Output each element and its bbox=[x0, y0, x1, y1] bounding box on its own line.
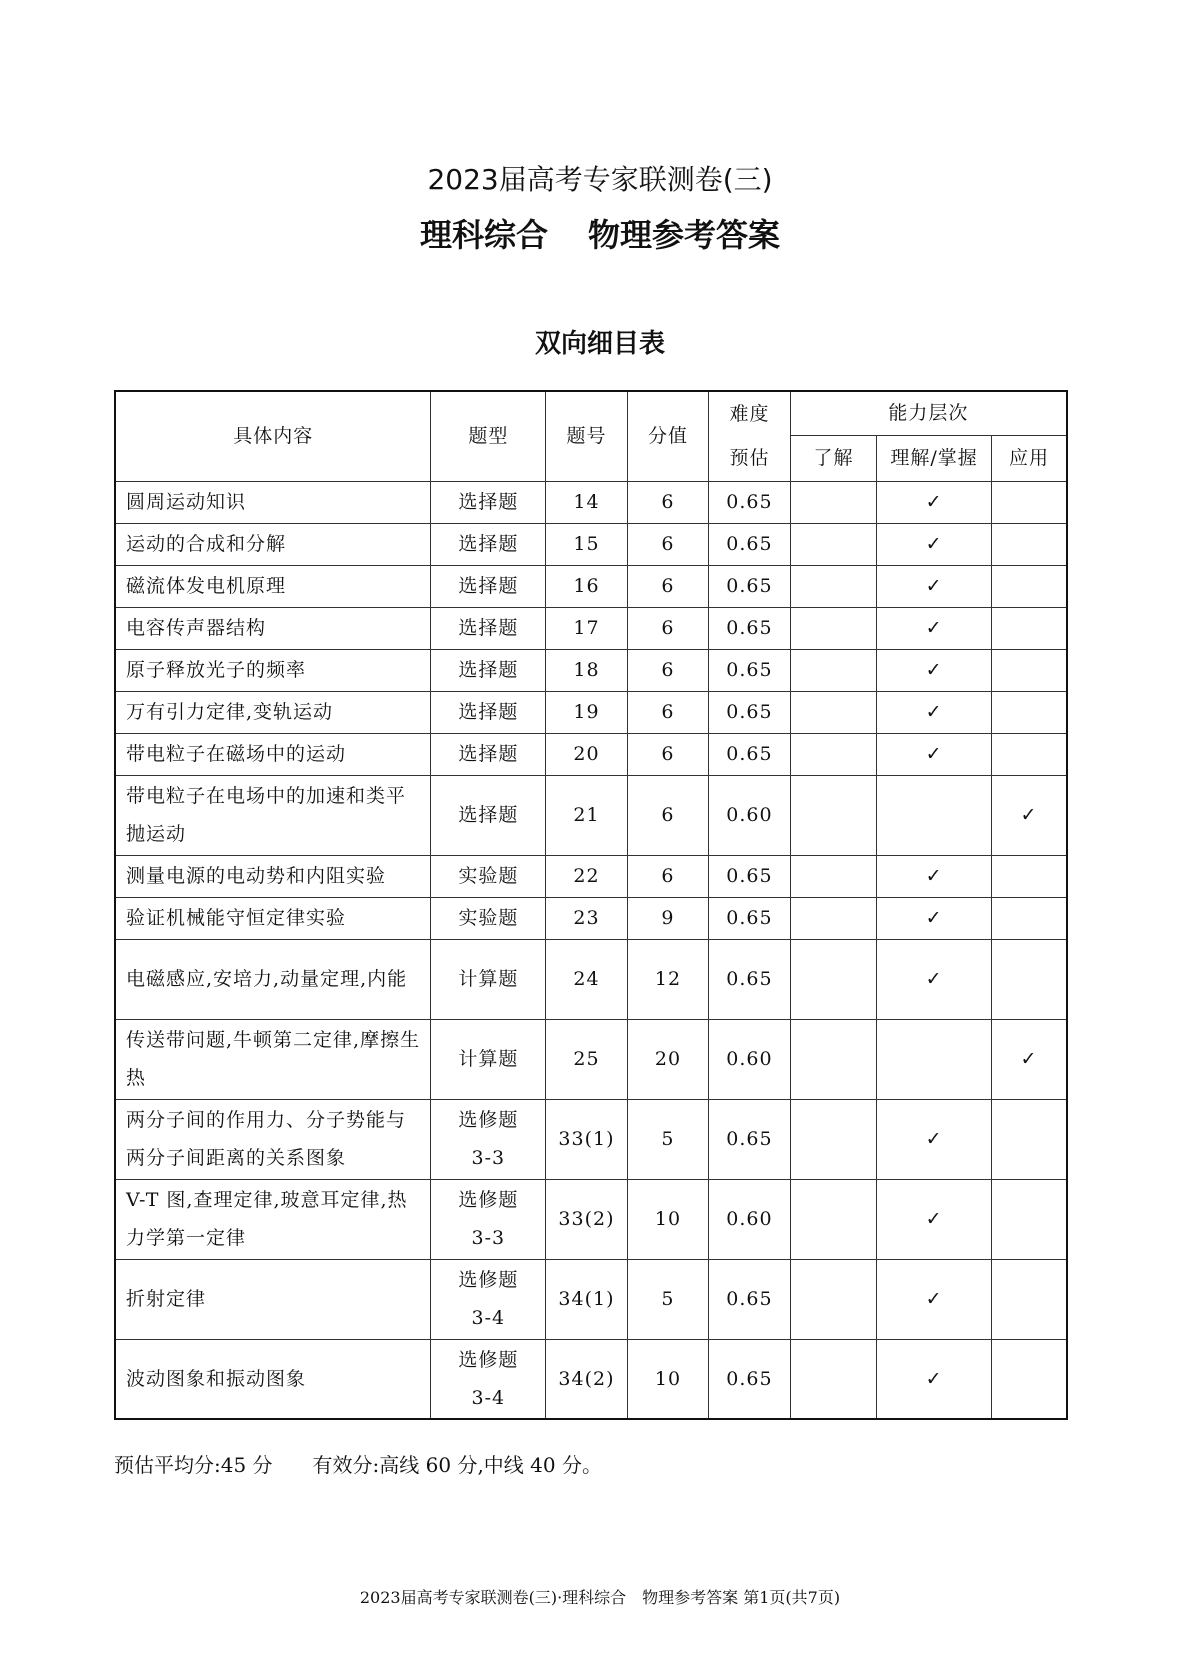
row-type: 实验题 bbox=[431, 855, 546, 897]
row-type: 选修题 3-3 bbox=[431, 1099, 546, 1179]
row-difficulty: 0.60 bbox=[709, 1019, 791, 1099]
table-row bbox=[115, 855, 1067, 897]
exam-subtitle bbox=[0, 212, 1200, 258]
row-number: 18 bbox=[546, 649, 628, 691]
row-number: 21 bbox=[546, 775, 628, 855]
check-mark-icon: ✓ bbox=[991, 775, 1067, 855]
row-score: 20 bbox=[627, 1019, 709, 1099]
empty-level-cell bbox=[877, 1019, 992, 1099]
row-type: 选择题 bbox=[431, 691, 546, 733]
row-type: 选择题 bbox=[431, 481, 546, 523]
row-difficulty: 0.65 bbox=[709, 523, 791, 565]
table-row bbox=[115, 1099, 1067, 1179]
row-content: 带电粒子在电场中的加速和类平抛运动 bbox=[115, 775, 431, 855]
empty-level-cell bbox=[790, 775, 877, 855]
row-score: 10 bbox=[627, 1339, 709, 1419]
row-content: 折射定律 bbox=[115, 1259, 431, 1339]
row-type: 选择题 bbox=[431, 733, 546, 775]
empty-level-cell bbox=[991, 523, 1067, 565]
table-row bbox=[115, 649, 1067, 691]
table-row bbox=[115, 733, 1067, 775]
page-footer: 2023届高考专家联测卷(三)·理科综合 物理参考答案 第1页(共7页) bbox=[359, 1588, 841, 1607]
empty-level-cell bbox=[790, 733, 877, 775]
table-row bbox=[115, 1019, 1067, 1099]
check-mark-icon: ✓ bbox=[877, 855, 992, 897]
table-body bbox=[115, 481, 1067, 1419]
table-row bbox=[115, 1179, 1067, 1259]
row-type: 实验题 bbox=[431, 897, 546, 939]
row-difficulty: 0.65 bbox=[709, 733, 791, 775]
row-number: 34(2) bbox=[546, 1339, 628, 1419]
check-mark-icon: ✓ bbox=[877, 1259, 992, 1339]
row-difficulty: 0.65 bbox=[709, 1099, 791, 1179]
row-difficulty: 0.65 bbox=[709, 607, 791, 649]
empty-level-cell bbox=[790, 1339, 877, 1419]
header-number: 题号 bbox=[546, 391, 628, 481]
row-number: 20 bbox=[546, 733, 628, 775]
header-level-master: 理解/掌握 bbox=[877, 435, 992, 481]
row-content: 电磁感应,安培力,动量定理,内能 bbox=[115, 939, 431, 1019]
empty-level-cell bbox=[991, 607, 1067, 649]
subtitle-subject: 理科综合 bbox=[419, 216, 548, 254]
check-mark-icon: ✓ bbox=[877, 523, 992, 565]
row-content: 验证机械能守恒定律实验 bbox=[115, 897, 431, 939]
exam-title: 2023届高考专家联测卷(三) bbox=[427, 163, 773, 196]
empty-level-cell bbox=[790, 897, 877, 939]
empty-level-cell bbox=[877, 775, 992, 855]
empty-level-cell bbox=[991, 733, 1067, 775]
header-level-understand: 了解 bbox=[790, 435, 877, 481]
row-content: 磁流体发电机原理 bbox=[115, 565, 431, 607]
check-mark-icon: ✓ bbox=[877, 733, 992, 775]
row-score: 6 bbox=[627, 775, 709, 855]
row-score: 6 bbox=[627, 523, 709, 565]
header-difficulty: 难度预估 bbox=[709, 391, 791, 481]
empty-level-cell bbox=[991, 897, 1067, 939]
row-content: 运动的合成和分解 bbox=[115, 523, 431, 565]
row-content: 万有引力定律,变轨运动 bbox=[115, 691, 431, 733]
row-type: 选修题 3-4 bbox=[431, 1339, 546, 1419]
row-number: 16 bbox=[546, 565, 628, 607]
row-difficulty: 0.65 bbox=[709, 481, 791, 523]
row-score: 12 bbox=[627, 939, 709, 1019]
check-mark-icon: ✓ bbox=[877, 691, 992, 733]
check-mark-icon: ✓ bbox=[877, 1099, 992, 1179]
table-row bbox=[115, 691, 1067, 733]
table-row bbox=[115, 523, 1067, 565]
row-type: 选修题 3-3 bbox=[431, 1179, 546, 1259]
row-type: 选择题 bbox=[431, 607, 546, 649]
table-row bbox=[115, 897, 1067, 939]
empty-level-cell bbox=[790, 1259, 877, 1339]
header-content: 具体内容 bbox=[115, 391, 431, 481]
detail-table bbox=[114, 390, 1068, 1420]
row-number: 19 bbox=[546, 691, 628, 733]
row-score: 5 bbox=[627, 1259, 709, 1339]
score-notes bbox=[114, 1450, 602, 1480]
row-type: 选择题 bbox=[431, 565, 546, 607]
row-content: 传送带问题,牛顿第二定律,摩擦生热 bbox=[115, 1019, 431, 1099]
row-score: 5 bbox=[627, 1099, 709, 1179]
row-number: 24 bbox=[546, 939, 628, 1019]
row-number: 34(1) bbox=[546, 1259, 628, 1339]
row-content: 两分子间的作用力、分子势能与两分子间距离的关系图象 bbox=[115, 1099, 431, 1179]
table-row bbox=[115, 775, 1067, 855]
empty-level-cell bbox=[790, 939, 877, 1019]
check-mark-icon: ✓ bbox=[877, 481, 992, 523]
row-score: 9 bbox=[627, 897, 709, 939]
empty-level-cell bbox=[790, 855, 877, 897]
empty-level-cell bbox=[991, 1259, 1067, 1339]
empty-level-cell bbox=[991, 565, 1067, 607]
table-header bbox=[115, 391, 1067, 481]
row-difficulty: 0.60 bbox=[709, 1179, 791, 1259]
empty-level-cell bbox=[790, 523, 877, 565]
row-difficulty: 0.60 bbox=[709, 775, 791, 855]
empty-level-cell bbox=[790, 607, 877, 649]
check-mark-icon: ✓ bbox=[877, 1179, 992, 1259]
table-row bbox=[115, 1259, 1067, 1339]
row-type: 选择题 bbox=[431, 523, 546, 565]
empty-level-cell bbox=[790, 691, 877, 733]
row-type: 选择题 bbox=[431, 775, 546, 855]
empty-level-cell bbox=[991, 481, 1067, 523]
row-number: 14 bbox=[546, 481, 628, 523]
table-row bbox=[115, 1339, 1067, 1419]
row-score: 10 bbox=[627, 1179, 709, 1259]
empty-level-cell bbox=[790, 1019, 877, 1099]
table-row bbox=[115, 565, 1067, 607]
empty-level-cell bbox=[991, 691, 1067, 733]
row-score: 6 bbox=[627, 855, 709, 897]
row-number: 23 bbox=[546, 897, 628, 939]
subtitle-answers: 物理参考答案 bbox=[588, 216, 781, 254]
row-number: 17 bbox=[546, 607, 628, 649]
empty-level-cell bbox=[790, 481, 877, 523]
average-score-note: 预估平均分:45 分 bbox=[114, 1453, 273, 1477]
empty-level-cell bbox=[790, 565, 877, 607]
row-difficulty: 0.65 bbox=[709, 1259, 791, 1339]
row-score: 6 bbox=[627, 733, 709, 775]
empty-level-cell bbox=[790, 1099, 877, 1179]
row-difficulty: 0.65 bbox=[709, 1339, 791, 1419]
row-score: 6 bbox=[627, 649, 709, 691]
row-number: 15 bbox=[546, 523, 628, 565]
row-content: 圆周运动知识 bbox=[115, 481, 431, 523]
check-mark-icon: ✓ bbox=[877, 1339, 992, 1419]
header-level-apply: 应用 bbox=[991, 435, 1067, 481]
row-content: 电容传声器结构 bbox=[115, 607, 431, 649]
row-content: 带电粒子在磁场中的运动 bbox=[115, 733, 431, 775]
valid-score-note: 有效分:高线 60 分,中线 40 分。 bbox=[312, 1453, 602, 1477]
empty-level-cell bbox=[991, 1339, 1067, 1419]
row-score: 6 bbox=[627, 607, 709, 649]
header-type: 题型 bbox=[431, 391, 546, 481]
table-row bbox=[115, 939, 1067, 1019]
empty-level-cell bbox=[991, 649, 1067, 691]
row-type: 选修题 3-4 bbox=[431, 1259, 546, 1339]
empty-level-cell bbox=[991, 855, 1067, 897]
table-row bbox=[115, 607, 1067, 649]
row-content: V-T 图,查理定律,玻意耳定律,热力学第一定律 bbox=[115, 1179, 431, 1259]
row-difficulty: 0.65 bbox=[709, 691, 791, 733]
row-score: 6 bbox=[627, 691, 709, 733]
row-content: 原子释放光子的频率 bbox=[115, 649, 431, 691]
row-number: 25 bbox=[546, 1019, 628, 1099]
check-mark-icon: ✓ bbox=[877, 649, 992, 691]
row-score: 6 bbox=[627, 565, 709, 607]
empty-level-cell bbox=[790, 649, 877, 691]
row-type: 计算题 bbox=[431, 939, 546, 1019]
row-difficulty: 0.65 bbox=[709, 939, 791, 1019]
row-difficulty: 0.65 bbox=[709, 565, 791, 607]
row-number: 33(2) bbox=[546, 1179, 628, 1259]
section-title: 双向细目表 bbox=[534, 329, 665, 359]
empty-level-cell bbox=[991, 1179, 1067, 1259]
check-mark-icon: ✓ bbox=[991, 1019, 1067, 1099]
row-number: 33(1) bbox=[546, 1099, 628, 1179]
check-mark-icon: ✓ bbox=[877, 607, 992, 649]
empty-level-cell bbox=[991, 1099, 1067, 1179]
row-content: 测量电源的电动势和内阻实验 bbox=[115, 855, 431, 897]
row-content: 波动图象和振动图象 bbox=[115, 1339, 431, 1419]
row-type: 计算题 bbox=[431, 1019, 546, 1099]
check-mark-icon: ✓ bbox=[877, 939, 992, 1019]
row-difficulty: 0.65 bbox=[709, 855, 791, 897]
header-score: 分值 bbox=[627, 391, 709, 481]
check-mark-icon: ✓ bbox=[877, 897, 992, 939]
table-row bbox=[115, 481, 1067, 523]
row-score: 6 bbox=[627, 481, 709, 523]
empty-level-cell bbox=[790, 1179, 877, 1259]
header-ability: 能力层次 bbox=[790, 391, 1067, 435]
row-difficulty: 0.65 bbox=[709, 897, 791, 939]
check-mark-icon: ✓ bbox=[877, 565, 992, 607]
empty-level-cell bbox=[991, 939, 1067, 1019]
row-difficulty: 0.65 bbox=[709, 649, 791, 691]
row-type: 选择题 bbox=[431, 649, 546, 691]
row-number: 22 bbox=[546, 855, 628, 897]
